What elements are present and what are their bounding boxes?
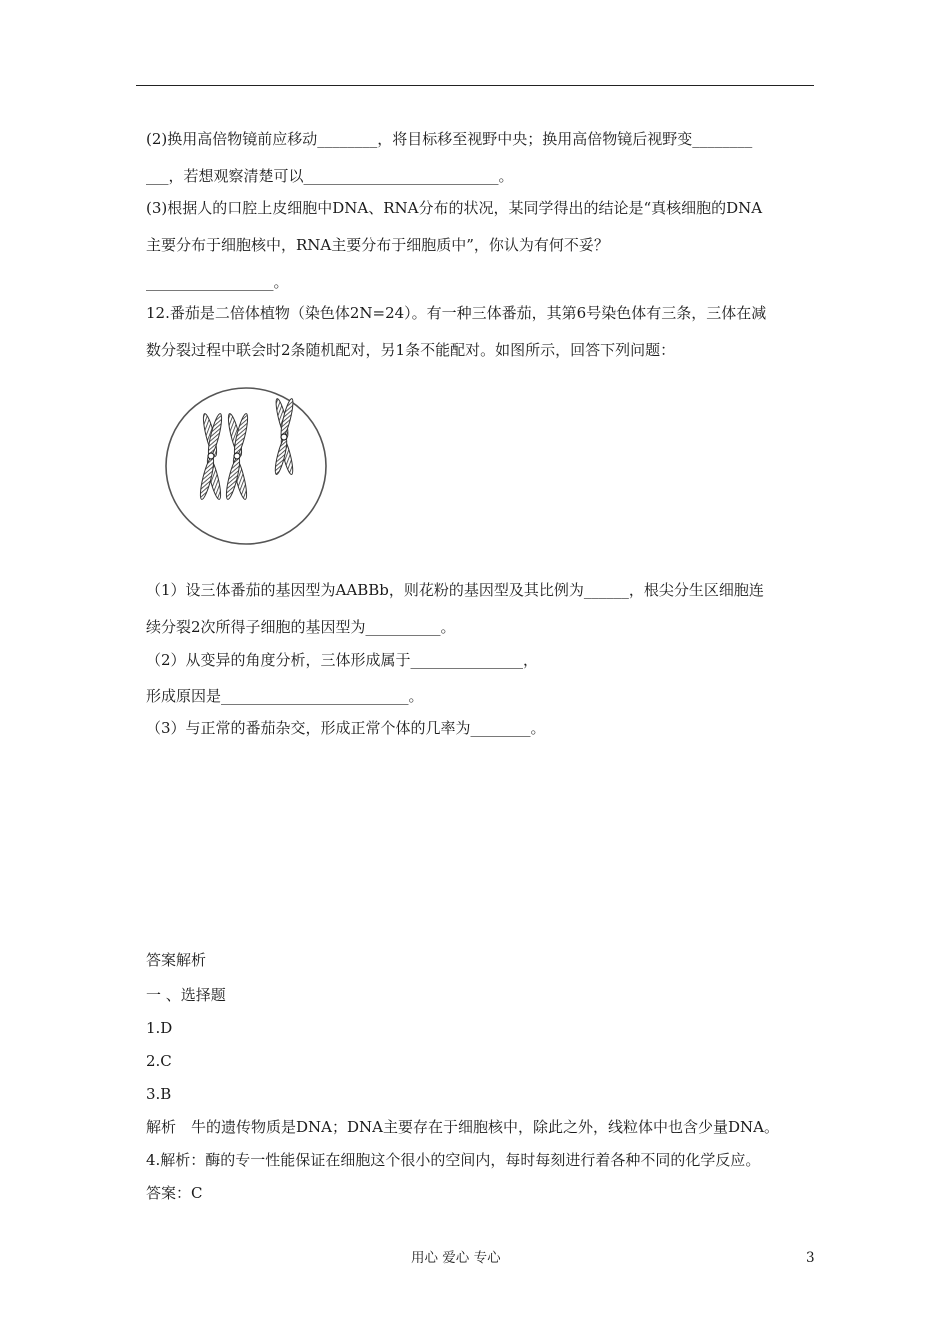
section-heading-choice: 一 、选择题	[146, 986, 226, 1004]
page-number: 3	[806, 1250, 815, 1266]
cell-diagram	[150, 378, 360, 553]
centromere	[281, 434, 287, 440]
chromosome-pair-2	[224, 413, 250, 501]
question-11-part-3-line-3: _________________。	[146, 273, 289, 291]
question-11-part-2-line-1: (2)换用高倍物镜前应移动________，将目标移至视野中央；换用高倍物镜后视野变________	[146, 130, 753, 148]
footer-slogan: 用心 爱心 专心	[411, 1250, 501, 1266]
question-12-part-1-line-2: 续分裂2次所得子细胞的基因型为__________。	[146, 618, 456, 636]
answer-1: 1.D	[146, 1019, 173, 1037]
cell-membrane	[166, 388, 326, 544]
chromosome-pair-1	[198, 413, 224, 501]
answer-4: 答案：C	[146, 1184, 203, 1202]
answers-title: 答案解析	[146, 951, 207, 969]
unpaired-chromosome	[273, 398, 295, 476]
trisomy-chromosome-figure	[150, 378, 360, 553]
question-12-intro-line-1: 12.番茄是二倍体植物（染色体2N=24）。有一种三体番茄，其第6号染色体有三条，三体在减	[146, 304, 767, 322]
question-12-part-3: （3）与正常的番茄杂交，形成正常个体的几率为________。	[146, 719, 546, 737]
question-11-part-3-line-2: 主要分布于细胞核中，RNA主要分布于细胞质中”，你认为有何不妥？	[146, 236, 609, 254]
answer-2: 2.C	[146, 1052, 172, 1070]
question-11-part-3-line-1: (3)根据人的口腔上皮细胞中DNA、RNA分布的状况，某同学得出的结论是“真核细胞的DNA	[146, 199, 763, 217]
centromere	[234, 453, 240, 459]
question-12-intro-line-2: 数分裂过程中联会时2条随机配对，另1条不能配对。如图所示，回答下列问题：	[146, 341, 676, 359]
answer-4-explanation: 4.解析：酶的专一性能保证在细胞这个很小的空间内，每时每刻进行着各种不同的化学反应。	[146, 1151, 761, 1169]
answer-3: 3.B	[146, 1085, 172, 1103]
centromere	[208, 453, 214, 459]
question-11-part-2-line-2: ___，若想观察清楚可以__________________________。	[146, 167, 514, 185]
question-12-part-2-line-1: （2）从变异的角度分析，三体形成属于_______________，	[146, 651, 539, 669]
question-12-part-1-line-1: （1）设三体番茄的基因型为AABBb，则花粉的基因型及其比例为______，根尖分生区细胞连	[146, 581, 764, 599]
question-12-part-2-line-2: 形成原因是_________________________。	[146, 687, 424, 705]
answer-3-explanation: 解析 牛的遗传物质是DNA；DNA主要存在于细胞核中，除此之外，线粒体中也含少量DNA。	[146, 1118, 779, 1136]
header-rule	[136, 85, 814, 86]
